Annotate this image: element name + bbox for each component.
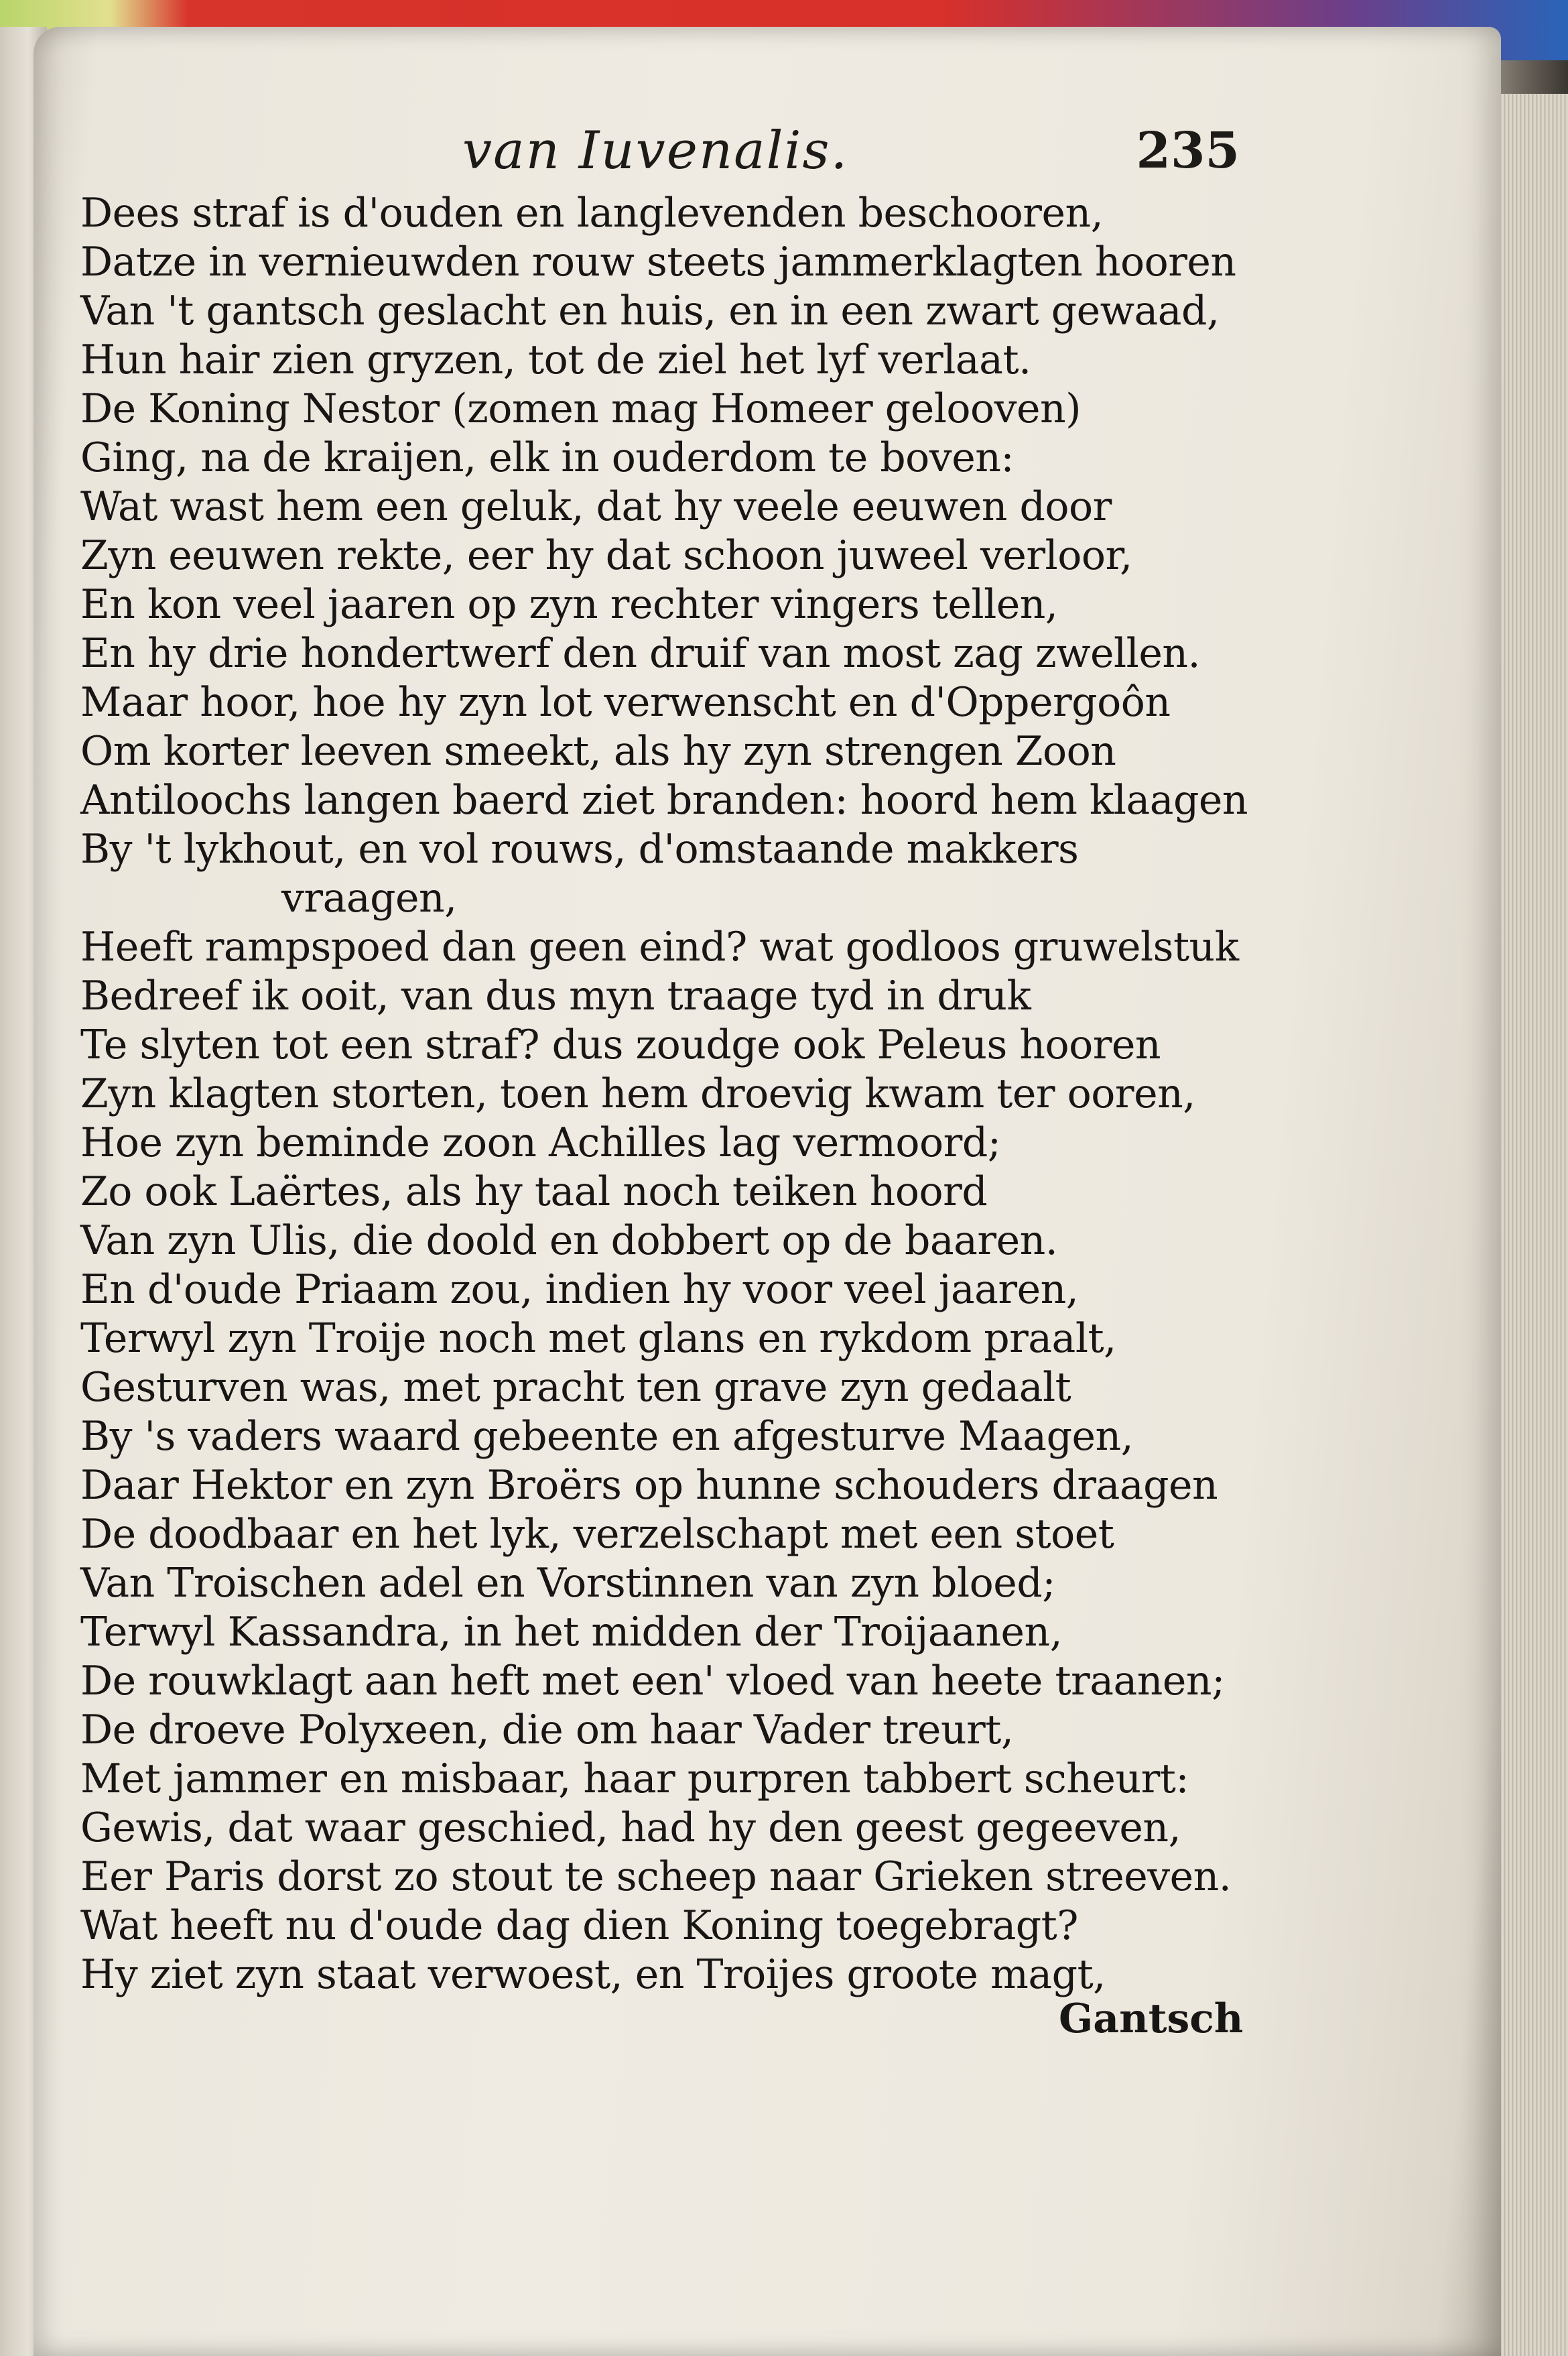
poem-line: De doodbaar en het lyk, verzelschapt met een stoet: [80, 1511, 1114, 1558]
poem-line: De droeve Polyxeen, die om haar Vader treurt,: [80, 1707, 1014, 1753]
poem-line: Dees straf is d'ouden en langlevenden beschooren,: [80, 190, 1104, 237]
poem-line: Gewis, dat waar geschied, had hy den geest gegeeven,: [80, 1804, 1181, 1851]
poem-line: Datze in vernieuwden rouw steets jammerklagten hooren: [80, 239, 1236, 286]
poem-line: Hun hair zien gryzen, tot de ziel het lyf verlaat.: [80, 336, 1031, 383]
poem-line: En kon veel jaaren op zyn rechter vingers tellen,: [80, 581, 1058, 628]
poem-line: Antiloochs langen baerd ziet branden: hoord hem klaagen: [80, 777, 1248, 824]
poem-line: Gesturven was, met pracht ten grave zyn gedaalt: [80, 1364, 1071, 1411]
poem-line: Zyn eeuwen rekte, eer hy dat schoon juweel verloor,: [80, 532, 1132, 579]
poem-line: Hy ziet zyn staat verwoest, en Troijes groote magt,: [80, 1951, 1106, 1998]
poem-line: En hy drie hondertwerf den druif van most zag zwellen.: [80, 630, 1201, 677]
poem-line: Van Troischen adel en Vorstinnen van zyn bloed;: [80, 1560, 1055, 1607]
poem-line: De Koning Nestor (zomen mag Homeer gelooven): [80, 385, 1082, 432]
poem-line: Te slyten tot een straf? dus zoudge ook Peleus hooren: [80, 1021, 1161, 1068]
catchword: Gantsch: [1059, 1995, 1244, 2042]
poem-line: Zo ook Laërtes, als hy taal noch teiken hoord: [80, 1168, 988, 1215]
page-header: [87, 114, 1240, 188]
poem-line: Om korter leeven smeekt, als hy zyn strengen Zoon: [80, 728, 1116, 775]
poem-line: Zyn klagten storten, toen hem droevig kwam ter ooren,: [80, 1070, 1195, 1117]
poem-line: Maar hoor, hoe hy zyn lot verwenscht en d'Oppergoôn: [80, 679, 1171, 726]
poem-line: By 't lykhout, en vol rouws, d'omstaande makkers: [80, 826, 1079, 873]
poem-line: Eer Paris dorst zo stout te scheep naar Grieken streeven.: [80, 1853, 1232, 1900]
poem-line: De rouwklagt aan heft met een' vloed van heete traanen;: [80, 1658, 1225, 1704]
running-title: van Iuvenalis.: [462, 121, 849, 181]
poem-line: Daar Hektor en zyn Broërs op hunne schouders draagen: [80, 1462, 1218, 1509]
poem-line: By 's vaders waard gebeente en afgesturve Maagen,: [80, 1413, 1134, 1460]
page-number: 235: [1136, 122, 1240, 180]
poem-line: Wat wast hem een geluk, dat hy veele eeuwen door: [80, 483, 1112, 530]
poem-line-turnover: vraagen,: [281, 875, 457, 922]
poem-line: En d'oude Priaam zou, indien hy voor veel jaaren,: [80, 1266, 1079, 1313]
poem-text-block: [80, 189, 1246, 1999]
poem-line: Met jammer en misbaar, haar purpren tabbert scheurt:: [80, 1755, 1189, 1802]
poem-line: Hoe zyn beminde zoon Achilles lag vermoord;: [80, 1119, 1001, 1166]
poem-line: Terwyl zyn Troije noch met glans en rykdom praalt,: [80, 1315, 1116, 1362]
poem-line: Heeft rampspoed dan geen eind? wat godloos gruwelstuk: [80, 924, 1239, 971]
poem-line: Terwyl Kassandra, in het midden der Troijaanen,: [80, 1609, 1063, 1656]
poem-line: Van 't gantsch geslacht en huis, en in een zwart gewaad,: [80, 288, 1220, 334]
poem-line: Bedreef ik ooit, van dus myn traage tyd in druk: [80, 973, 1031, 1019]
poem-line: Wat heeft nu d'oude dag dien Koning toegebragt?: [80, 1902, 1078, 1949]
poem-line: Van zyn Ulis, die doold en dobbert op de baaren.: [80, 1217, 1058, 1264]
poem-line: Ging, na de kraijen, elk in ouderdom te boven:: [80, 434, 1015, 481]
page-stack-edge: [1501, 94, 1568, 2356]
